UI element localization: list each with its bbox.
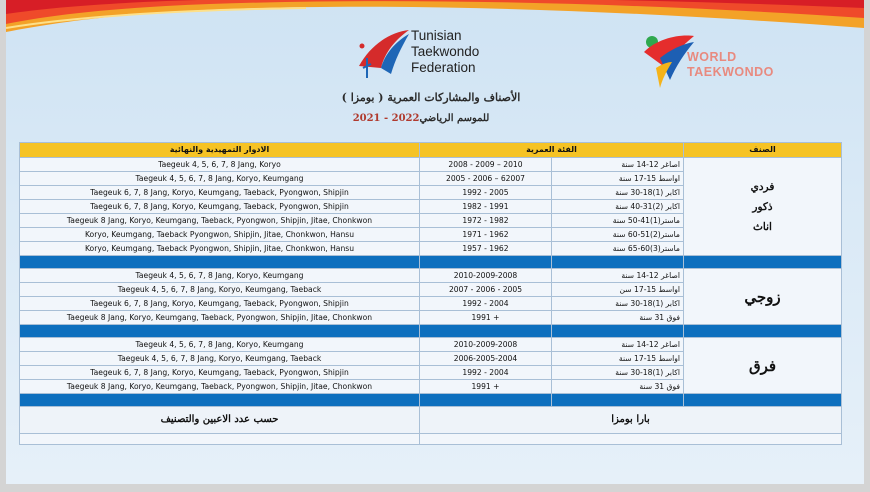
- birth-years-cell: 1991 +: [420, 380, 552, 394]
- birth-years-cell: 1982 - 1991: [420, 200, 552, 214]
- poomsae-cell: Taegeuk 6, 7, 8 Jang, Koryo, Keumgang, Taeback, Pyongwon, Shipjin: [20, 297, 420, 311]
- table-row: [20, 269, 842, 283]
- poomsae-cell: Taegeuk 8 Jang, Koryo, Keumgang, Taeback, Pyongwon, Shipjin, Jitae, Chonkwon: [20, 214, 420, 228]
- age-group-cell: اواسط 15-17 سنة: [552, 352, 684, 366]
- poomsae-cell: Taegeuk 6, 7, 8 Jang, Koryo, Keumgang, Taeback, Pyongwon, Shipjin: [20, 186, 420, 200]
- age-group-cell: ماستر(1)41-50 سنة: [552, 214, 684, 228]
- birth-years-cell: 1992 - 2004: [420, 366, 552, 380]
- birth-years-cell: 1957 - 1962: [420, 242, 552, 256]
- table-header-row: [20, 143, 842, 158]
- footer-left-text: بارا بومزا: [420, 407, 842, 434]
- poomsae-cell: Taegeuk 4, 5, 6, 7, 8 Jang, Koryo, Keumgang, Taeback: [20, 352, 420, 366]
- poomsae-cell: Taegeuk 8 Jang, Koryo, Keumgang, Taeback, Pyongwon, Shipjin, Jitae, Chonkwon: [20, 380, 420, 394]
- age-group-cell: اواسط 15-17 سنة: [552, 172, 684, 186]
- footer-right-text: حسب عدد الاعبين والتصنيف: [20, 407, 420, 434]
- section-separator: [20, 394, 842, 407]
- poomsae-cell: Taegeuk 4, 5, 6, 7, 8 Jang, Koryo, Keumgang, Taeback: [20, 283, 420, 297]
- world-taekwondo-name: WORLD TAEKWONDO: [687, 50, 774, 79]
- birth-years-cell: 2008 - 2009 – 2010: [420, 158, 552, 172]
- category-cell: [684, 269, 842, 325]
- age-group-cell: اكابر (1)18-30 سنة: [552, 186, 684, 200]
- age-group-cell: اصاغر 12-14 سنة: [552, 269, 684, 283]
- season-line: [336, 113, 506, 124]
- slide: [6, 0, 864, 484]
- age-group-cell: اصاغر 12-14 سنة: [552, 158, 684, 172]
- category-label: زوجي: [744, 287, 781, 306]
- birth-years-cell: 2010-2009-2008: [420, 269, 552, 283]
- age-group-cell: اصاغر 12-14 سنة: [552, 338, 684, 352]
- birth-years-cell: 1971 - 1962: [420, 228, 552, 242]
- header-category: الصنف: [684, 143, 842, 158]
- category-cell: [684, 338, 842, 394]
- age-group-cell: اواسط 15-17 سن: [552, 283, 684, 297]
- federation-name: Tunisian Taekwondo Federation: [411, 28, 480, 75]
- page-subtitle: الأصناف والمشاركات العمرية ( بومزا ): [341, 91, 521, 104]
- poomsae-cell: Taegeuk 4, 5, 6, 7, 8 Jang, Koryo: [20, 158, 420, 172]
- section-separator: [20, 256, 842, 269]
- birth-years-cell: 2005 - 2006 – 62007: [420, 172, 552, 186]
- table-row: [20, 158, 842, 172]
- birth-years-cell: 2006-2005-2004: [420, 352, 552, 366]
- season-years: 2021 - 2022: [352, 113, 420, 124]
- header-poomsae: الادوار التمهيدية والنهائية: [20, 143, 420, 158]
- category-label: ذكور: [752, 200, 773, 213]
- birth-years-cell: 1991 +: [420, 311, 552, 325]
- category-cell: [684, 158, 842, 256]
- table-row: [20, 338, 842, 352]
- poomsae-cell: Taegeuk 6, 7, 8 Jang, Koryo, Keumgang, Taeback, Pyongwon, Shipjin: [20, 200, 420, 214]
- age-group-cell: ماستر(3)60-65 سنة: [552, 242, 684, 256]
- birth-years-cell: 1972 - 1982: [420, 214, 552, 228]
- poomsae-cell: Koryo, Keumgang, Taeback Pyongwon, Shipjin, Jitae, Chonkwon, Hansu: [20, 228, 420, 242]
- section-separator: [20, 325, 842, 338]
- age-group-cell: ماستر(2)51-60 سنة: [552, 228, 684, 242]
- birth-years-cell: 2010-2009-2008: [420, 338, 552, 352]
- tunisian-federation-logo: [351, 24, 411, 84]
- poomsae-cell: Taegeuk 4, 5, 6, 7, 8 Jang, Koryo, Keumgang: [20, 338, 420, 352]
- birth-years-cell: 2007 - 2006 - 2005: [420, 283, 552, 297]
- poomsae-cell: Taegeuk 4, 5, 6, 7, 8 Jang, Koryo, Keumgang: [20, 172, 420, 186]
- age-group-cell: فوق 31 سنة: [552, 380, 684, 394]
- poomsae-cell: Taegeuk 8 Jang, Koryo, Keumgang, Taeback, Pyongwon, Shipjin, Jitae, Chonkwon: [20, 311, 420, 325]
- age-group-cell: اكابر (1)18-30 سنة: [552, 297, 684, 311]
- birth-years-cell: 1992 - 2005: [420, 186, 552, 200]
- age-group-cell: فوق 31 سنة: [552, 311, 684, 325]
- category-label: فردي: [750, 180, 775, 193]
- season-text: للموسم الرياضي: [419, 113, 490, 124]
- category-label: فرق: [748, 356, 777, 375]
- blank-row: [20, 434, 842, 445]
- age-group-cell: اكابر (2)31-40 سنة: [552, 200, 684, 214]
- categories-table: [19, 142, 842, 445]
- category-label: اناث: [753, 220, 772, 233]
- birth-years-cell: 1992 - 2004: [420, 297, 552, 311]
- age-group-cell: اكابر (1)18-30 سنة: [552, 366, 684, 380]
- poomsae-cell: Koryo, Keumgang, Taeback Pyongwon, Shipjin, Jitae, Chonkwon, Hansu: [20, 242, 420, 256]
- poomsae-cell: Taegeuk 4, 5, 6, 7, 8 Jang, Koryo, Keumgang: [20, 269, 420, 283]
- poomsae-cell: Taegeuk 6, 7, 8 Jang, Koryo, Keumgang, Taeback, Pyongwon, Shipjin: [20, 366, 420, 380]
- header-age-group: الفئة العمرية: [420, 143, 684, 158]
- footer-row: [20, 407, 842, 434]
